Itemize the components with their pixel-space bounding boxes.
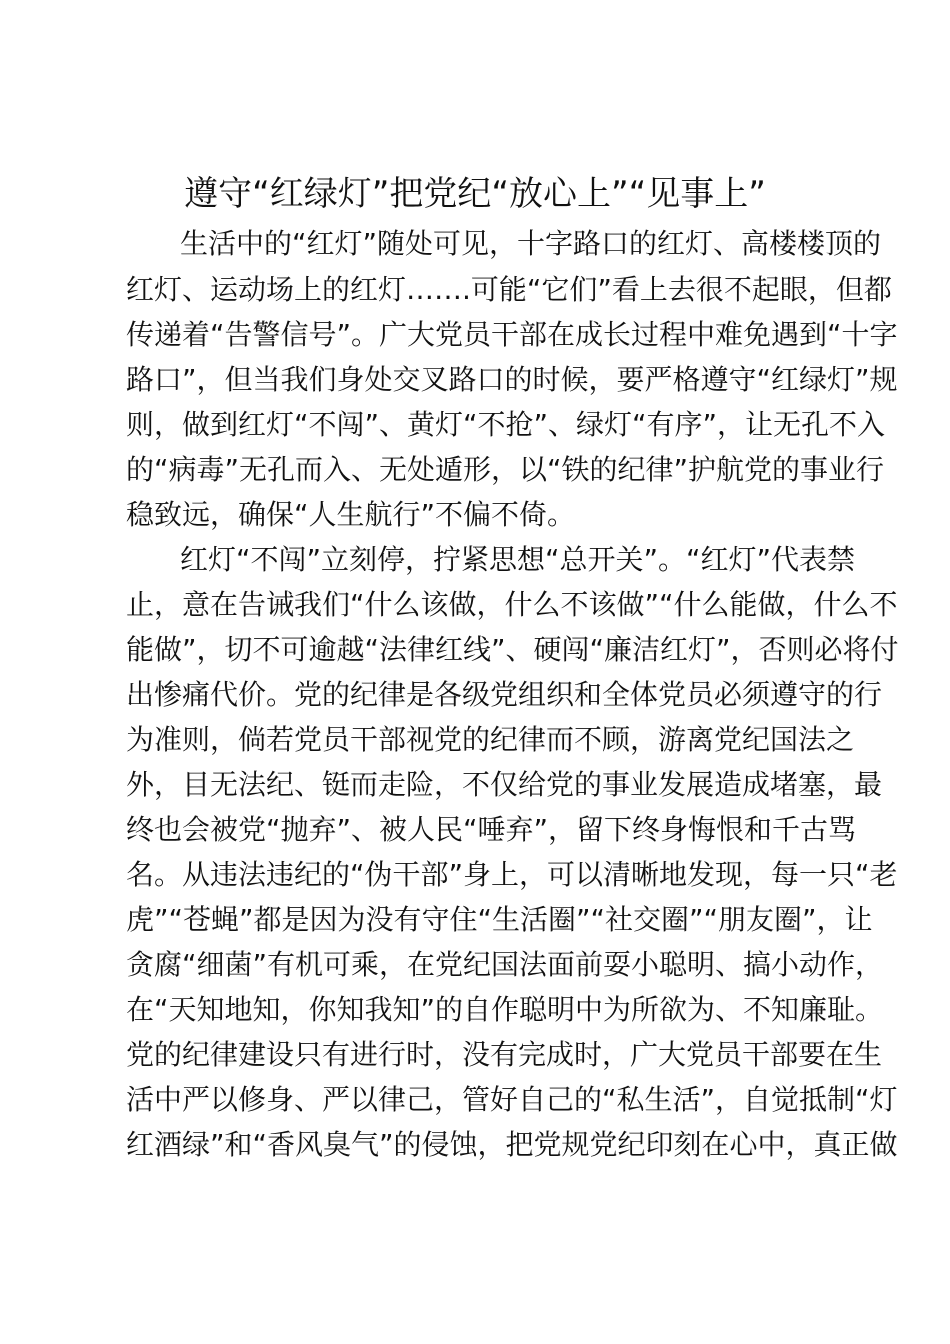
text-line: 出惨痛代价。党的纪律是各级党组织和全体党员必须遵守的行 [126, 678, 883, 711]
text-line: 外，目无法纪、铤而走险，不仅给党的事业发展造成堵塞，最 [126, 768, 883, 801]
text-line: 党的纪律建设只有进行时，没有完成时，广大党员干部要在生 [126, 1038, 883, 1071]
text-line: 名。从违法违纪的“伪干部”身上，可以清晰地发现，每一只“老 [126, 858, 898, 891]
text-line: 稳致远，确保“人生航行”不偏不倚。 [126, 498, 576, 531]
text-line: 生活中的“红灯”随处可见，十字路口的红灯、高楼楼顶的 [180, 227, 882, 260]
text-line: 的“病毒”无孔而入、无处遁形，以“铁的纪律”护航党的事业行 [126, 453, 885, 486]
text-line: 能做”，切不可逾越“法律红线”、硬闯“廉洁红灯”，否则必将付 [126, 633, 899, 666]
text-line: 活中严以修身、严以律己，管好自己的“私生活”，自觉抵制“灯 [126, 1083, 898, 1116]
text-line: 止，意在告诫我们“什么该做，什么不该做”“什么能做，什么不 [126, 588, 898, 621]
document-title: 遵守“红绿灯”把党纪“放心上”“见事上” [184, 174, 766, 214]
text-line: 为准则，倘若党员干部视党的纪律而不顾，游离党纪国法之 [126, 723, 855, 756]
text-line: 红灯“不闯”立刻停，拧紧思想“总开关”。“红灯”代表禁 [180, 543, 856, 576]
text-line: 传递着“告警信号”。广大党员干部在成长过程中难免遇到“十字 [126, 318, 898, 351]
text-line: 终也会被党“抛弃”、被人民“唾弃”，留下终身悔恨和千古骂 [126, 813, 857, 846]
text-line: 红灯、运动场上的红灯…….可能“它们”看上去很不起眼，但都 [126, 273, 892, 306]
text-line: 则，做到红灯“不闯”、黄灯“不抢”、绿灯“有序”，让无孔不入 [126, 408, 886, 441]
text-line: 虎”“苍蝇”都是因为没有守住“生活圈”“社交圈”“朋友圈”，让 [126, 903, 873, 936]
text-line: 红酒绿”和“香风臭气”的侵蚀，把党规党纪印刻在心中，真正做 [126, 1128, 898, 1161]
text-line: 路口”，但当我们身处交叉路口的时候，要严格遵守“红绿灯”规 [126, 363, 898, 396]
text-line: 在“天知地知，你知我知”的自作聪明中为所欲为、不知廉耻。 [126, 993, 884, 1026]
text-line: 贪腐“细菌”有机可乘，在党纪国法面前耍小聪明、搞小动作， [126, 948, 884, 981]
